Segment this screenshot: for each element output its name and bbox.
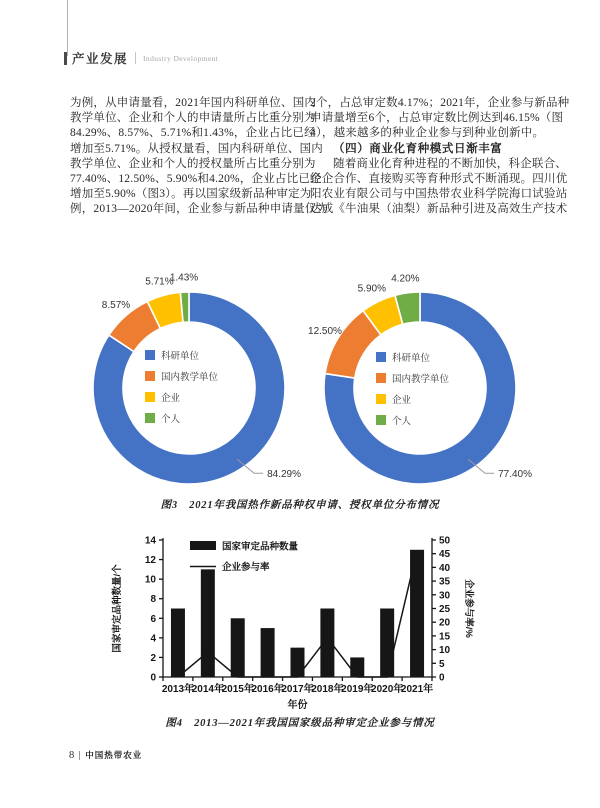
text-line: 增加至5.71%。从授权量看，国内科研单位、国内	[70, 142, 324, 155]
section-subtitle: Industry Development	[143, 53, 219, 63]
legend-label: 个人	[392, 415, 412, 427]
tick-label: 30	[439, 590, 451, 602]
legend-label: 国内教学单位	[161, 371, 219, 383]
text-line: 阳农业有限公司与中国热带农业科学院海口试验站	[310, 188, 568, 201]
tick-label: 2014年	[191, 684, 224, 695]
tick-label: 20	[439, 617, 451, 629]
bar-line-chart	[98, 528, 478, 716]
text-line: 为例，从申请量看，2021年国内科研单位、国内	[70, 97, 317, 109]
pct-label: 5.90%	[357, 283, 386, 295]
text-line: 申请量增至6个，占总审定数比例达到46.15%（图	[310, 112, 564, 125]
tick-label: 4	[150, 633, 156, 645]
section-title: 产业发展	[72, 52, 129, 66]
legend-label: 科研单位	[392, 352, 431, 364]
pct-label: 84.29%	[267, 468, 302, 480]
tick-label: 10	[439, 645, 451, 657]
legend-swatch-icon	[145, 413, 155, 423]
text-line: 随着商业化育种进程的不断加快，科企联合、	[333, 157, 567, 170]
text-line: 84.29%、8.57%、5.71%和1.43%，企业占比已经	[70, 127, 316, 140]
tick-label: 25	[439, 604, 451, 615]
tick-label: 2017年	[281, 684, 314, 695]
donut-legend	[376, 351, 449, 425]
pct-label: 77.40%	[498, 468, 533, 480]
footer-divider	[79, 751, 80, 760]
donut-chart-applications	[76, 268, 308, 496]
legend-item	[145, 391, 218, 402]
legend-item	[376, 393, 449, 404]
tick-label: 10	[144, 574, 156, 586]
text-line: 增加至5.90%（图3）。再以国家级新品种审定为	[70, 188, 312, 201]
bar	[201, 569, 215, 677]
legend-swatch-icon	[145, 392, 155, 402]
legend-swatch-icon	[376, 373, 386, 383]
tick-label: 2020年	[371, 684, 404, 695]
pct-label: 4.20%	[391, 273, 420, 285]
legend-label: 国内教学单位	[392, 373, 450, 385]
donut-chart-grants	[304, 268, 540, 496]
text-line: 4），越来越多的种业企业参与到种业创新中。	[310, 127, 545, 140]
tick-label: 2018年	[311, 684, 344, 695]
header-divider	[135, 52, 136, 64]
pct-label: 1.43%	[169, 272, 199, 284]
legend-item	[145, 370, 218, 381]
legend-label: 企业参与率	[222, 562, 270, 573]
tick-label: 12	[144, 555, 156, 567]
tick-label: 14	[144, 535, 156, 547]
tick-label: 45	[439, 549, 451, 561]
legend-swatch-icon	[376, 394, 386, 404]
figure3-caption: 图3 2021年我国热作新品种权申请、授权单位分布情况	[160, 500, 440, 511]
subsection-heading: （四）商业化育种模式日渐丰富	[333, 142, 503, 155]
tick-label: 2019年	[341, 684, 374, 695]
tick-label: 35	[439, 576, 451, 588]
text-line: 教学单位、企业和个人的授权量所占比重分别为	[70, 157, 316, 170]
tick-label: 0	[439, 672, 445, 684]
text-line: 例，2013—2020年间，企业参与新品种申请量仅为	[70, 203, 329, 216]
margin-rule	[67, 0, 68, 56]
bar	[291, 648, 305, 677]
bar	[171, 609, 185, 678]
legend-swatch-icon	[145, 371, 155, 381]
page-header	[64, 49, 218, 67]
legend-label: 企业	[161, 392, 181, 404]
pct-label: 12.50%	[308, 326, 342, 338]
legend-item	[145, 349, 218, 360]
legend-swatch-icon	[376, 415, 386, 425]
text-column-left	[70, 96, 329, 218]
text-line: 达成《牛油果（油梨）新品种引进及高效生产技术	[310, 203, 568, 216]
x-axis-title: 年份	[287, 700, 308, 711]
tick-label: 2021年	[400, 684, 434, 695]
tick-label: 2	[150, 652, 156, 664]
tick-label: 0	[150, 672, 156, 684]
text-line: 2个，占总审定数4.17%；2021年，企业参与新品种	[310, 97, 570, 109]
legend-label: 个人	[161, 413, 181, 425]
legend-item	[376, 414, 449, 425]
bar	[380, 609, 394, 678]
tick-label: 5	[439, 658, 445, 670]
bar-chart-svg	[98, 528, 478, 716]
header-bar-icon	[64, 52, 67, 65]
tick-label: 15	[439, 631, 451, 643]
legend-label: 企业	[392, 394, 412, 406]
legend-item	[376, 351, 449, 362]
text-column-right	[310, 96, 570, 218]
donut-legend	[145, 349, 218, 423]
bar	[320, 609, 334, 678]
legend-label: 国家审定品种数量	[222, 541, 299, 553]
page-number: 8	[69, 749, 75, 761]
figure4-caption: 图4 2013—2021年我国国家级品种审定企业参与情况	[165, 718, 435, 729]
tick-label: 40	[439, 562, 451, 574]
journal-name: 中国热带农业	[85, 750, 143, 760]
y-axis-title-left: 国家审定品种数量/个	[112, 564, 123, 653]
tick-label: 2013年	[161, 684, 195, 695]
legend-swatch-icon	[145, 350, 155, 360]
tick-label: 2016年	[251, 684, 284, 695]
tick-label: 8	[150, 594, 156, 606]
pct-label: 5.71%	[145, 276, 174, 288]
text-line: 77.40%、12.50%、5.90%和4.20%，企业占比已经	[70, 172, 322, 185]
tick-label: 50	[439, 535, 451, 547]
tick-label: 6	[150, 613, 156, 625]
pct-label: 8.57%	[101, 299, 131, 311]
legend-item	[145, 412, 218, 423]
legend-item	[376, 372, 449, 383]
page-footer	[69, 749, 142, 761]
y-axis-title-right: 企业参与率/%	[463, 579, 474, 638]
bar	[261, 628, 275, 677]
legend-label: 科研单位	[161, 350, 200, 362]
bar	[231, 618, 245, 677]
legend-swatch-icon	[376, 352, 386, 362]
tick-label: 2015年	[221, 684, 254, 695]
text-line: 企企合作、直接购买等育种形式不断涌现。四川优	[310, 172, 568, 185]
legend-bar-swatch-icon	[190, 541, 216, 550]
bar	[350, 657, 364, 677]
text-line: 教学单位、企业和个人的申请量所占比重分别为	[70, 112, 316, 125]
